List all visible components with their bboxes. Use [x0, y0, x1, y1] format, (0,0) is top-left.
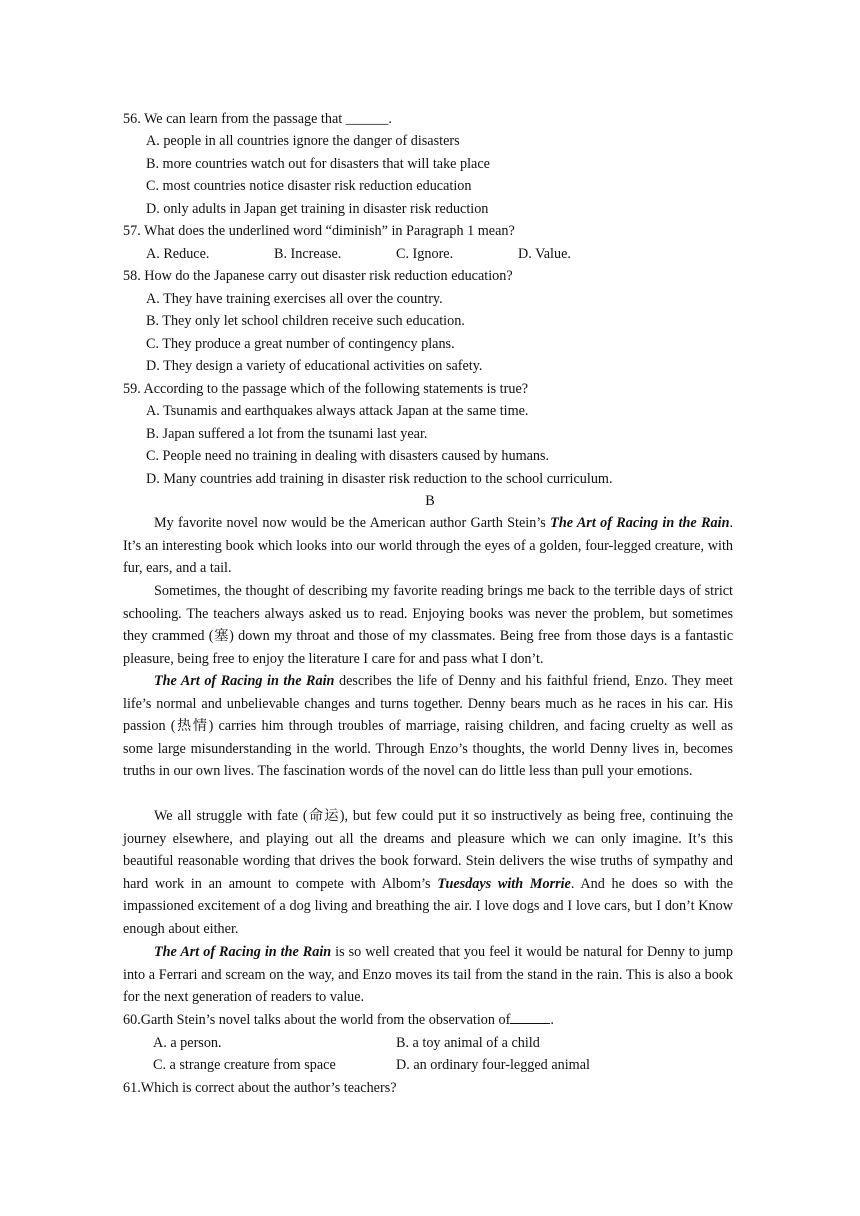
- paragraph-1-text-b: . It’s an interesting book which looks into our world through the eyes of a golden, four-legged creature, with fur, ears, and a tail.: [123, 515, 734, 577]
- question-60-stem-text: 60.Garth Stein’s novel talks about the world from the observation of: [123, 1012, 511, 1028]
- question-59-option-b: B. Japan suffered a lot from the tsunami last year.: [146, 426, 428, 442]
- question-60-stem: [123, 1011, 554, 1029]
- question-59-option-d: D. Many countries add training in disaster risk reduction to the school curriculum.: [146, 471, 613, 487]
- question-60-option-a: A. a person.: [153, 1035, 222, 1051]
- paragraph-4-text-a: We all struggle with fate (命运), but few could put it so instructively as being free, continuing the journey elsewhere, and playing out all the dreams and pleasure which we can only imagine. It’s this beautiful reasonable wording that drives the book forward. Stein delivers the wise truths of sympathy and hard work in an amount to compete with Albom’s: [123, 808, 733, 892]
- question-58-option-a: A. They have training exercises all over the country.: [146, 291, 443, 307]
- answer-blank: [510, 1011, 550, 1024]
- question-57-option-b: B. Increase.: [274, 246, 342, 262]
- question-57-option-d: D. Value.: [518, 246, 571, 262]
- question-59-option-a: A. Tsunamis and earthquakes always attack Japan at the same time.: [146, 403, 529, 419]
- question-56-option-c: C. most countries notice disaster risk reduction education: [146, 178, 472, 194]
- question-58-option-b: B. They only let school children receive such education.: [146, 313, 465, 329]
- passage-paragraph-4: [123, 805, 733, 941]
- question-59-stem: 59. According to the passage which of the following statements is true?: [123, 381, 529, 397]
- question-60-stem-end: .: [550, 1012, 554, 1028]
- question-56-option-a: A. people in all countries ignore the danger of disasters: [146, 133, 460, 149]
- passage-paragraph-2: Sometimes, the thought of describing my favorite reading brings me back to the terrible days of strict schooling. The teachers always asked us to read. Enjoying books was never the problem, but sometimes they crammed (塞) down my throat and those of my classmates. Being free from those days is a fantastic pleasure, being free to enjoy the literature I care for and pass what I don’t.: [123, 583, 733, 667]
- question-56-option-b: B. more countries watch out for disasters that will take place: [146, 156, 490, 172]
- question-57-option-a: A. Reduce.: [146, 246, 210, 262]
- passage-paragraph-5: [123, 941, 733, 1009]
- section-b-heading: B: [425, 493, 435, 509]
- book-title: The Art of Racing in the Rain: [154, 944, 332, 960]
- question-57-option-c: C. Ignore.: [396, 246, 454, 262]
- question-58-option-c: C. They produce a great number of contingency plans.: [146, 336, 455, 352]
- question-56-stem: 56. We can learn from the passage that ______.: [123, 111, 392, 127]
- paragraph-5-text: is so well created that you feel it would be natural for Denny to jump into a Ferrari and scream on the way, and Enzo moves its tail from the stand in the rain. This is also a book for the next generation of readers to value.: [123, 944, 734, 1006]
- passage-paragraph-3: [123, 670, 733, 783]
- question-56-option-d: D. only adults in Japan get training in disaster risk reduction: [146, 201, 489, 217]
- passage-paragraph-1: [123, 512, 733, 580]
- book-title: The Art of Racing in the Rain: [154, 673, 335, 689]
- paragraph-1-text-a: My favorite novel now would be the American author Garth Stein’s: [154, 515, 551, 531]
- book-title: Tuesdays with Morrie: [437, 875, 571, 892]
- paragraph-3-text: describes the life of Denny and his faithful friend, Enzo. They meet life’s normal and unbelievable changes and turns together. Denny bears much as he races in his car. His passion (热情) carries him through troubles of marriage, raising children, and facing cruelty as well as some large misunderstanding in the world. Through Enzo’s thoughts, the world Denny lives in, becomes truths in our own lives. The fascination words of the novel can do little less than pull your emotions.: [123, 673, 733, 780]
- question-61-stem: 61.Which is correct about the author’s teachers?: [123, 1080, 397, 1096]
- question-60-option-b: B. a toy animal of a child: [396, 1035, 540, 1051]
- question-60-option-d: D. an ordinary four-legged animal: [396, 1057, 590, 1073]
- question-59-option-c: C. People need no training in dealing with disasters caused by humans.: [146, 448, 550, 464]
- question-58-stem: 58. How do the Japanese carry out disaster risk reduction education?: [123, 268, 513, 284]
- question-57-stem: 57. What does the underlined word “diminish” in Paragraph 1 mean?: [123, 223, 515, 239]
- book-title: The Art of Racing in the Rain: [550, 515, 730, 531]
- question-60-option-c: C. a strange creature from space: [153, 1057, 336, 1073]
- paragraph-4-text-b: . And he does so with the impassioned excitement of a dog living and breathing the air. I love dogs and I love cars, but I don’t Know enough about either.: [123, 875, 733, 937]
- question-58-option-d: D. They design a variety of educational activities on safety.: [146, 358, 483, 374]
